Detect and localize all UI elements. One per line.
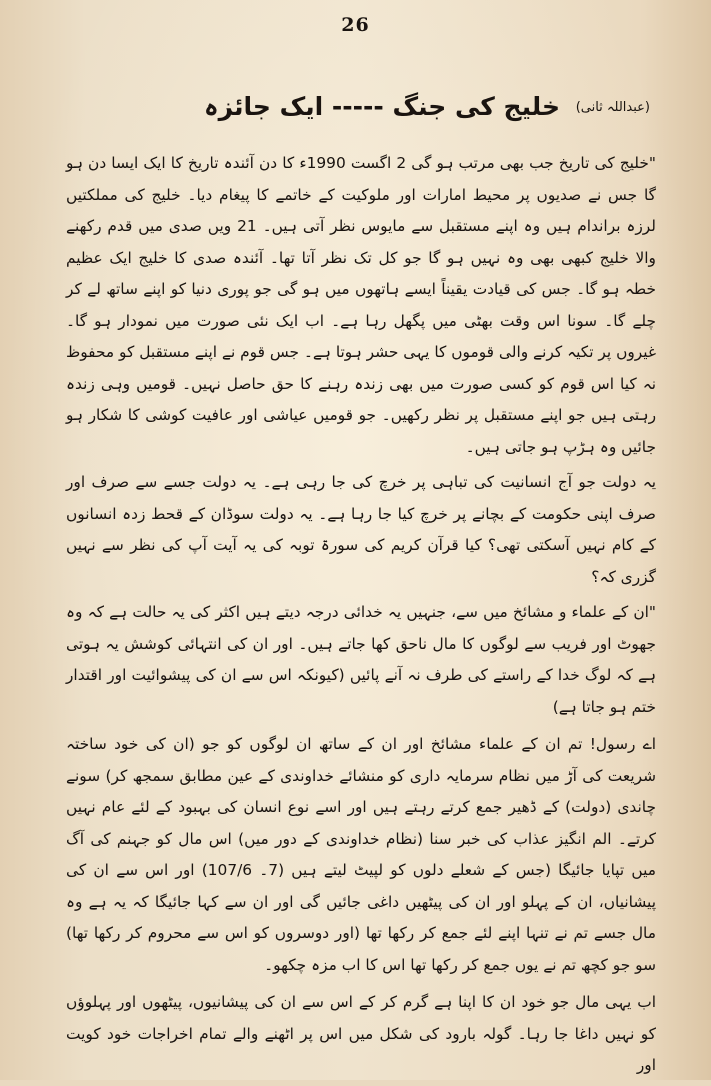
paragraph: "خلیج کی تاریخ جب بھی مرتب ہو گی 2 اگست 1990ء کا دن آئندہ تاریخ کا ایک ایسا دن ہو گا جس نے صدیوں پر محیط امارات اور ملوکیت کے خاتمے کا پیغام دیا۔ خلیج کی مملکتیں لرزہ براندام ہیں وہ اپنے مستقبل سے مایوس نظر آتی ہیں۔ 21 ویں صدی میں قدم رکھنے والا خلیج کبھی بھی وہ نہیں ہو گا جو کل تک نظر آتا تھا۔ آئندہ صدی کا خلیج ایک عظیم خطہ ہو گا۔ جس کی قیادت یقیناً ایسے ہاتھوں میں ہو گی جو پوری دنیا کو اپنے ساتھ لے کر چلے گا۔ سونا اس وقت بھٹی میں پگھل رہا ہے۔ اب ایک نئی صورت میں نمودار ہو گا۔ غیروں پر تکیہ کرنے والی قوموں کا یہی حشر ہوتا ہے۔ جس قوم نے اپنے مستقبل کو محفوظ نہ کیا اس قوم کو کسی صورت میں بھی زندہ رہنے کا حق حاصل نہیں۔ قومیں وہی زندہ رہتی ہیں جو اپنے مستقبل پر نظر رکھیں۔ جو قومیں عیاشی اور عافیت کوشی کا شکار ہو جائیں وہ ہڑپ ہو جاتی ہیں۔ [66, 154, 656, 456]
quote-paragraph: "ان کے علماء و مشائخ میں سے، جنہیں یہ خدائی درجہ دیتے ہیں اکثر کی یہ حالت ہے کہ وہ جھوٹ اور فریب سے لوگوں کا مال ناحق کھا جاتے ہیں۔ اور ان کی انتہائی کوشش یہ ہوتی ہے کہ لوگ خدا کے راستے کی طرف نہ آنے پائیں (کیونکہ اس سے ان کی پیشوائیت اور اقتدار ختم ہو جاتا ہے) [66, 603, 656, 716]
article-author: (عبداللہ ثانی) [575, 100, 650, 115]
quote-paragraph: اے رسول! تم ان کے علماء مشائخ اور ان کے ساتھ ان لوگوں کو جو (ان کی خود ساختہ شریعت کی آڑ میں نظام سرمایہ داری کو منشائے خداوندی کے عین مطابق سمجھ کر) سونے چاندی (دولت) کے ڈھیر جمع کرتے رہتے ہیں اور اسے نوع انسان کی بہبود کے لئے عام نہیں کرتے۔ الم انگیز عذاب کی خبر سنا (نظام خداوندی کے دور میں) اس مال کو جہنم کی آگ میں تپایا جائیگا (جس کے شعلے دلوں کو لپیٹ لیتے ہیں (7۔ 107/6) اور اس سے ان کی پیشانیاں، ان کے پہلو اور ان کی پیٹھیں داغی جائیں گی اور ان سے کہا جائیگا کہ یہ ہے وہ مال جسے تم نے تنہا اپنے لئے جمع کر رکھا تھا (اور دوسروں کو اس سے محروم کر رکھا تھا) سو جو کچھ تم نے یوں جمع کر رکھا تھا اس کا اب مزہ چکھو۔ [66, 735, 656, 974]
article-header [90, 92, 650, 128]
article-body [66, 148, 656, 1086]
paragraph: یہ دولت جو آج انسانیت کی تباہی پر خرچ کی جا رہی ہے۔ یہ دولت جسے سے صرف اور صرف اپنی حکومت کے بچانے پر خرچ کیا جا رہا ہے۔ یہ دولت سوڈان کے قحط زدہ انسانوں کے کام نہیں آسکتی تھی؟ کیا قرآن کریم کی سورۃ توبہ کی یہ آیت آپ کی نظر سے نہیں گزری کہ؟ [66, 473, 656, 586]
paragraph: اب یہی مال جو خود ان کا اپنا ہے گرم کر کے اس سے ان کی پیشانیوں، پیٹھوں اور پہلوؤں کو نہیں داغا جا رہا۔ گولہ بارود کی شکل میں اس پر اٹھنے والے تمام اخراجات خود کویت اور [66, 993, 656, 1074]
page-number: 26 [341, 14, 370, 36]
article-title: خلیج کی جنگ ----- ایک جائزہ [203, 92, 560, 121]
